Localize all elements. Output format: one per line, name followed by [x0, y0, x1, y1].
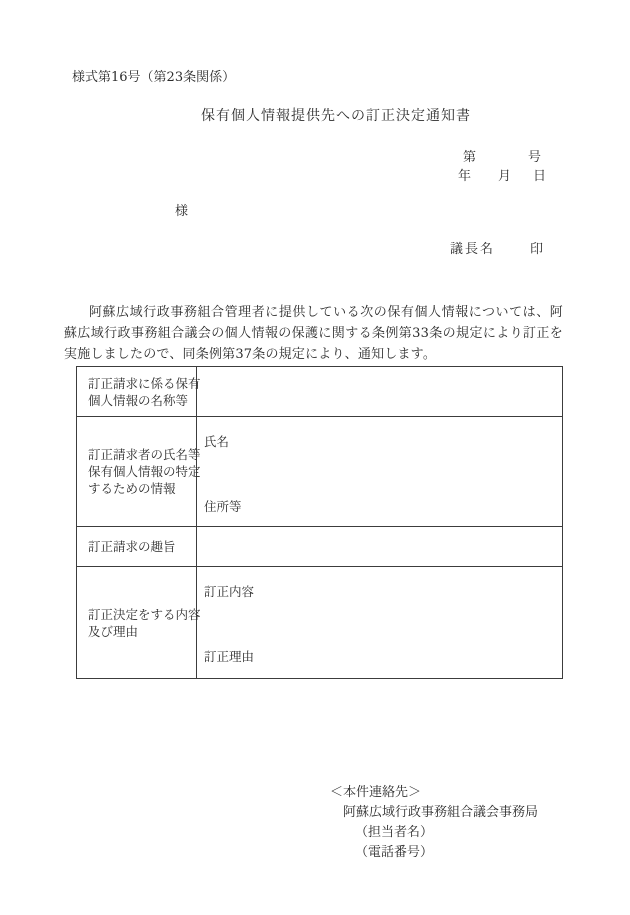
sublabel-correction-reason: 訂正理由 [204, 649, 255, 664]
row-label-name-of-info [77, 367, 201, 416]
row-label-line: 訂正請求者の氏名等 [88, 447, 201, 462]
table-row-requester-info [77, 417, 562, 527]
table-row-name-of-info [77, 367, 562, 417]
row-label-purpose [77, 527, 197, 566]
sublabel-name: 氏名 [204, 434, 230, 449]
row-label-line: 訂正請求の趣旨 [88, 539, 176, 554]
sublabel-correction-content: 訂正内容 [204, 584, 255, 599]
contact-organization: 阿蘇広域行政事務組合議会事務局 [343, 805, 539, 820]
page-title: 保有個人情報提供先への訂正決定通知書 [201, 108, 471, 124]
table-row-decision [77, 567, 562, 678]
seal-mark: 印 [530, 242, 544, 257]
contact-header: ＜本件連絡先＞ [330, 785, 422, 800]
doc-number-suffix: 号 [528, 150, 542, 165]
date-month-label: 月 [498, 169, 512, 184]
row-label-line: 訂正決定をする内容 [88, 606, 201, 622]
issuer-title: 議長名 [450, 242, 496, 257]
row-label-decision [77, 567, 201, 678]
doc-number-prefix: 第 [463, 150, 477, 165]
row-label-line: するための情報 [88, 481, 176, 496]
field-decision [197, 567, 562, 678]
form-number: 様式第16号（第23条関係） [72, 70, 236, 85]
field-name-of-info [197, 367, 562, 416]
sublabel-address: 住所等 [204, 499, 242, 514]
contact-phone: （電話番号） [355, 845, 434, 860]
body-paragraph: 阿蘇広域行政事務組合管理者に提供している次の保有個人情報については、阿蘇広域行政事務組合議会の個人情報の保護に関する条例第33条の規定により訂正を実施しましたので、同条例第37条の規定により、通知します。 [64, 305, 563, 362]
table-row-purpose [77, 527, 562, 567]
row-label-requester-info [77, 417, 201, 526]
row-label-line: 訂正請求に係る保有 [88, 375, 201, 391]
contact-person: （担当者名） [355, 825, 434, 840]
recipient-honorific: 様 [175, 204, 189, 219]
form-table [76, 366, 563, 679]
field-requester-info [197, 417, 562, 526]
date-year-label: 年 [458, 169, 472, 184]
row-label-line: 保有個人情報の特定 [88, 464, 201, 479]
row-label-line: 個人情報の名称等 [88, 392, 189, 408]
date-day-label: 日 [533, 169, 547, 184]
field-purpose [197, 527, 562, 566]
row-label-line: 及び理由 [88, 623, 139, 639]
contact-block [330, 783, 538, 863]
